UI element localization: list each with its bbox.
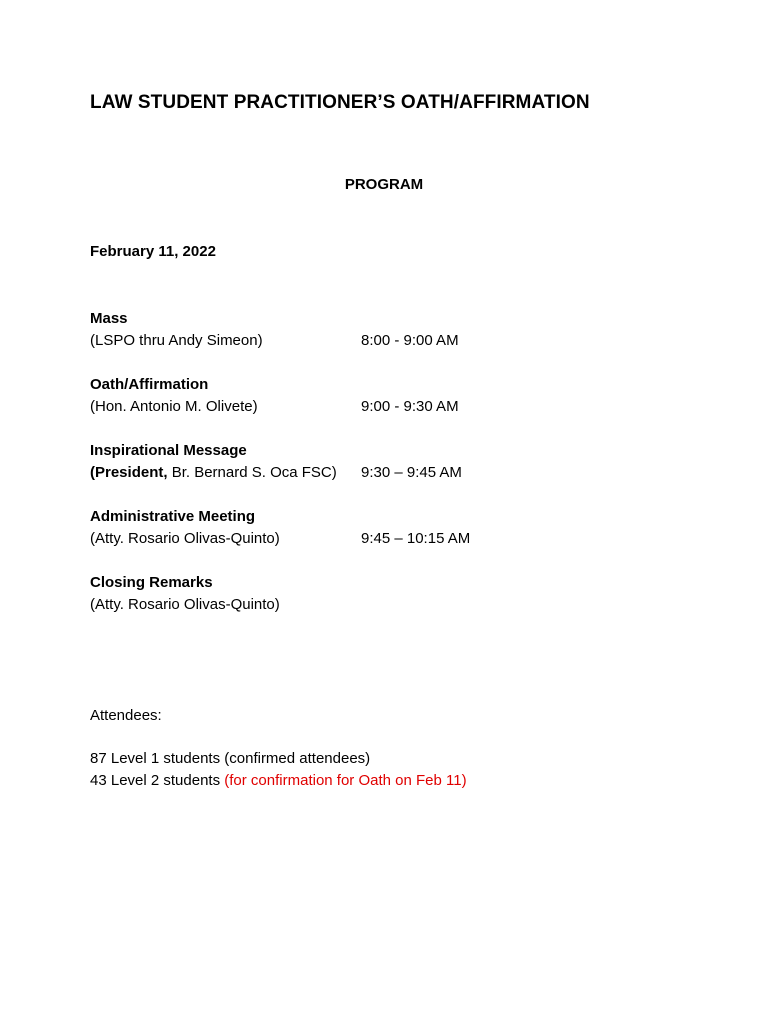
event-date: February 11, 2022 <box>90 243 216 260</box>
speaker-role: (President, <box>90 464 168 481</box>
schedule-item-inspirational-message <box>90 440 690 484</box>
attendees-label: Attendees: <box>90 707 162 724</box>
attendee-count-text: 43 Level 2 students <box>90 772 225 789</box>
schedule-item-time: 8:00 - 9:00 AM <box>361 332 459 349</box>
schedule-item-speaker: (LSPO thru Andy Simeon) <box>90 332 263 349</box>
schedule-item-speaker: (Atty. Rosario Olivas-Quinto) <box>90 530 280 547</box>
schedule-item-time: 9:45 – 10:15 AM <box>361 530 471 547</box>
schedule-item-name: Inspirational Message <box>90 442 247 459</box>
schedule-item-name: Administrative Meeting <box>90 508 256 525</box>
schedule-item-time: 9:00 - 9:30 AM <box>361 398 459 415</box>
schedule-item-speaker: (Atty. Rosario Olivas-Quinto) <box>90 596 280 613</box>
schedule-item-closing-remarks <box>90 572 690 616</box>
confirmation-note: (for confirmation for Oath on Feb 11) <box>224 772 467 789</box>
schedule-item-mass <box>90 308 690 352</box>
document-title: LAW STUDENT PRACTITIONER’S OATH/AFFIRMATION <box>90 92 590 113</box>
attendee-line-level-1: 87 Level 1 students (confirmed attendees) <box>90 750 371 767</box>
schedule-item-time: 9:30 – 9:45 AM <box>361 464 462 481</box>
program-heading: PROGRAM <box>344 176 424 193</box>
attendee-line-level-2 <box>90 772 467 789</box>
schedule-item-speaker <box>90 462 337 484</box>
schedule-item-name: Mass <box>90 310 128 327</box>
schedule-item-administrative-meeting <box>90 506 690 550</box>
schedule-item-name: Oath/Affirmation <box>90 376 209 393</box>
schedule-item-speaker: (Hon. Antonio M. Olivete) <box>90 398 258 415</box>
schedule-item-name: Closing Remarks <box>90 574 213 591</box>
speaker-name: Br. Bernard S. Oca FSC) <box>167 464 337 481</box>
schedule-item-oath <box>90 374 690 418</box>
